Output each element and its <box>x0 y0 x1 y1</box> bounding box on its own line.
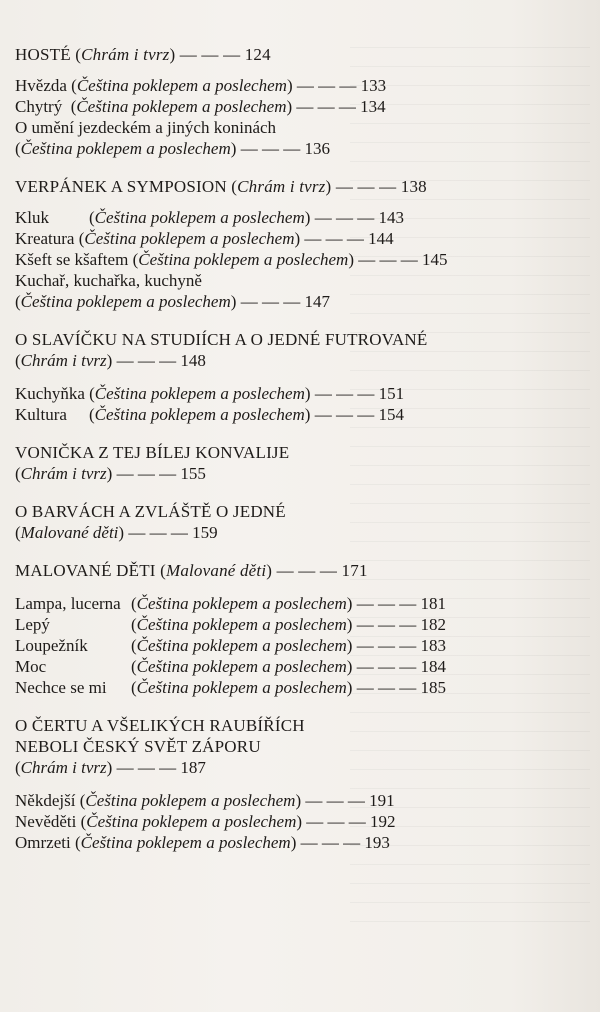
page-number: 184 <box>420 657 446 676</box>
section-source-line: (Chrám i tvrz) — — — 155 <box>15 464 206 483</box>
dash-leader: — — — <box>296 76 357 95</box>
toc-entry: Loupežník (Čeština poklepem a poslechem) — — — 183 <box>15 636 446 655</box>
page-number: 159 <box>192 523 218 542</box>
section-heading-line2 <box>15 736 585 757</box>
dash-leader: — — — <box>356 594 417 613</box>
section-title: VERPÁNEK A SYMPOSION <box>15 177 227 196</box>
page-number: 154 <box>378 405 404 424</box>
page-number: 192 <box>370 812 396 831</box>
dash-leader: — — — <box>240 292 301 311</box>
entry-label: Kuchař, kuchařka, kuchyně <box>15 271 202 290</box>
section-title: O SLAVÍČKU NA STUDIÍCH A O JEDNÉ FUTROVANÉ <box>15 330 428 349</box>
page-number: 171 <box>341 561 368 580</box>
dash-leader: — — — <box>240 139 301 158</box>
dash-leader: — — — <box>356 615 417 634</box>
dash-leader: — — — <box>356 657 417 676</box>
entry-source: Čeština poklepem a poslechem <box>136 636 347 655</box>
toc-entry: Chytrý (Čeština poklepem a poslechem) — — — 134 <box>15 97 386 116</box>
dash-leader: — — — <box>314 405 375 424</box>
page-number: 133 <box>360 76 387 95</box>
entry-label: Omrzeti <box>15 833 71 852</box>
toc-entry: Lampa, lucerna (Čeština poklepem a poslechem) — — — 181 <box>15 594 446 613</box>
section-source-line: (Chrám i tvrz) — — — 148 <box>15 351 206 370</box>
page-number: 138 <box>400 177 427 196</box>
entry-label: Kluk <box>15 208 49 227</box>
dash-leader: — — — <box>116 351 177 370</box>
section-title: HOSTÉ <box>15 45 71 64</box>
section-heading <box>15 329 585 350</box>
entry-label: Kultura <box>15 405 67 424</box>
toc-entry: Moc (Čeština poklepem a poslechem) — — — 184 <box>15 657 446 676</box>
entry-label: Moc <box>15 657 47 676</box>
entry-source: Čeština poklepem a poslechem <box>20 139 231 158</box>
page-number: 147 <box>304 292 330 311</box>
section-title: O ČERTU A VŠELIKÝCH RAUBÍŘÍCH <box>15 716 305 735</box>
section-source-line: (Malované děti) — — — 159 <box>15 523 218 542</box>
entry-source: Čeština poklepem a poslechem <box>76 97 287 116</box>
section-heading: MALOVANÉ DĚTI (Malované děti) — — — 171 <box>15 561 368 580</box>
dash-leader: — — — <box>358 250 418 269</box>
page-number: 182 <box>420 615 446 634</box>
page-number: 187 <box>180 758 206 777</box>
dash-leader: — — — <box>304 229 364 248</box>
entry-source: Čeština poklepem a poslechem <box>80 833 291 852</box>
section-heading <box>15 501 585 522</box>
entry-source: Čeština poklepem a poslechem <box>86 812 297 831</box>
section-source: Chrám i tvrz <box>81 45 170 64</box>
toc-section <box>15 44 585 159</box>
entry-source: Čeština poklepem a poslechem <box>84 229 295 248</box>
section-title: NEBOLI ČESKÝ SVĚT ZÁPORU <box>15 737 261 756</box>
entry-source: Čeština poklepem a poslechem <box>136 615 347 634</box>
section-title: MALOVANÉ DĚTI <box>15 561 156 580</box>
entry-label: Loupežník <box>15 636 88 655</box>
toc-section <box>15 329 585 425</box>
toc-section <box>15 176 585 312</box>
toc-entry <box>15 270 585 291</box>
section-heading <box>15 442 585 463</box>
dash-leader: — — — <box>128 523 188 542</box>
section-heading: HOSTÉ (Chrám i tvrz) — — — 124 <box>15 45 271 64</box>
entry-source: Čeština poklepem a poslechem <box>136 594 347 613</box>
toc-entry: Kšeft se kšaftem (Čeština poklepem a poslechem) — — — 145 <box>15 250 448 269</box>
entry-source: Čeština poklepem a poslechem <box>138 250 349 269</box>
dash-leader: — — — <box>296 97 356 116</box>
dash-leader: — — — <box>356 678 417 697</box>
page-number: 191 <box>369 791 395 810</box>
entry-source: Čeština poklepem a poslechem <box>94 405 305 424</box>
entry-label: Lepý <box>15 615 50 634</box>
toc-section <box>15 442 585 484</box>
dash-leader: — — — <box>276 561 338 580</box>
toc-entry <box>15 117 585 138</box>
entry-source: Čeština poklepem a poslechem <box>136 678 347 697</box>
page-number: 193 <box>364 833 390 852</box>
page-number: 185 <box>420 678 446 697</box>
section-source: Malované děti <box>20 523 119 542</box>
entry-label: Kuchyňka <box>15 384 85 403</box>
toc-entry: Lepý (Čeština poklepem a poslechem) — — — 182 <box>15 615 446 634</box>
page-number: 134 <box>360 97 386 116</box>
page-number: 136 <box>304 139 330 158</box>
page-number: 151 <box>378 384 405 403</box>
dash-leader: — — — <box>314 208 375 227</box>
entry-label: Nechce se mi <box>15 678 107 697</box>
toc-entry: Nevěděti (Čeština poklepem a poslechem) — — — 192 <box>15 812 396 831</box>
entry-label: Nevěděti <box>15 812 77 831</box>
entry-label: Kšeft se kšaftem <box>15 250 129 269</box>
entry-label: Někdejší <box>15 791 76 810</box>
toc-entry-continuation: (Čeština poklepem a poslechem) — — — 136 <box>15 139 330 158</box>
dash-leader: — — — <box>305 791 365 810</box>
section-title: O BARVÁCH A ZVLÁŠTĚ O JEDNÉ <box>15 502 286 521</box>
page-number: 183 <box>420 636 446 655</box>
section-heading <box>15 715 585 736</box>
page-number: 148 <box>180 351 206 370</box>
entry-label: Lampa, lucerna <box>15 594 121 613</box>
dash-leader: — — — <box>356 636 417 655</box>
toc-entry-continuation: (Čeština poklepem a poslechem) — — — 147 <box>15 292 330 311</box>
dash-leader: — — — <box>335 177 397 196</box>
section-source: Chrám i tvrz <box>20 351 107 370</box>
entry-source: Čeština poklepem a poslechem <box>94 384 305 403</box>
entry-source: Čeština poklepem a poslechem <box>20 292 231 311</box>
entry-label: Hvězda <box>15 76 67 95</box>
page-number: 124 <box>244 45 271 64</box>
section-title: VONIČKA Z TEJ BÍLEJ KONVALIJE <box>15 443 290 462</box>
dash-leader: — — — <box>300 833 361 852</box>
page-number: 155 <box>180 464 206 483</box>
section-source-line: (Chrám i tvrz) — — — 187 <box>15 758 206 777</box>
toc-section <box>15 560 585 698</box>
page-number: 145 <box>422 250 448 269</box>
section-source: Chrám i tvrz <box>237 177 326 196</box>
entry-source: Čeština poklepem a poslechem <box>136 657 347 676</box>
dash-leader: — — — <box>116 758 177 777</box>
entry-label: Kreatura <box>15 229 75 248</box>
dash-leader: — — — <box>306 812 366 831</box>
toc-entry: Kultura (Čeština poklepem a poslechem) — — — 154 <box>15 405 404 424</box>
toc-entry: Kreatura (Čeština poklepem a poslechem) — — — 144 <box>15 229 394 248</box>
toc-entry: Hvězda (Čeština poklepem a poslechem) — — — 133 <box>15 76 387 95</box>
entry-source: Čeština poklepem a poslechem <box>76 76 287 95</box>
page-number: 181 <box>420 594 446 613</box>
entry-label: Chytrý <box>15 97 63 116</box>
toc-entry: Nechce se mi (Čeština poklepem a poslechem) — — — 185 <box>15 678 446 697</box>
toc-section <box>15 501 585 543</box>
entry-label: O umění jezdeckém a jiných koninách <box>15 118 277 137</box>
entry-source: Čeština poklepem a poslechem <box>85 791 296 810</box>
toc-section <box>15 715 585 853</box>
table-of-contents <box>15 44 585 853</box>
section-source: Chrám i tvrz <box>20 758 107 777</box>
page-number: 144 <box>368 229 394 248</box>
dash-leader: — — — <box>314 384 375 403</box>
dash-leader: — — — <box>116 464 177 483</box>
toc-entry: Kluk (Čeština poklepem a poslechem) — — — 143 <box>15 208 404 227</box>
toc-entry: Omrzeti (Čeština poklepem a poslechem) — — — 193 <box>15 833 390 852</box>
section-source: Chrám i tvrz <box>20 464 107 483</box>
entry-source: Čeština poklepem a poslechem <box>94 208 305 227</box>
section-source: Malované děti <box>165 561 267 580</box>
toc-entry: Kuchyňka (Čeština poklepem a poslechem) — — — 151 <box>15 384 405 403</box>
toc-entry: Někdejší (Čeština poklepem a poslechem) — — — 191 <box>15 791 395 810</box>
dash-leader: — — — <box>179 45 241 64</box>
section-heading: VERPÁNEK A SYMPOSION (Chrám i tvrz) — — — 138 <box>15 177 427 196</box>
page-number: 143 <box>378 208 404 227</box>
